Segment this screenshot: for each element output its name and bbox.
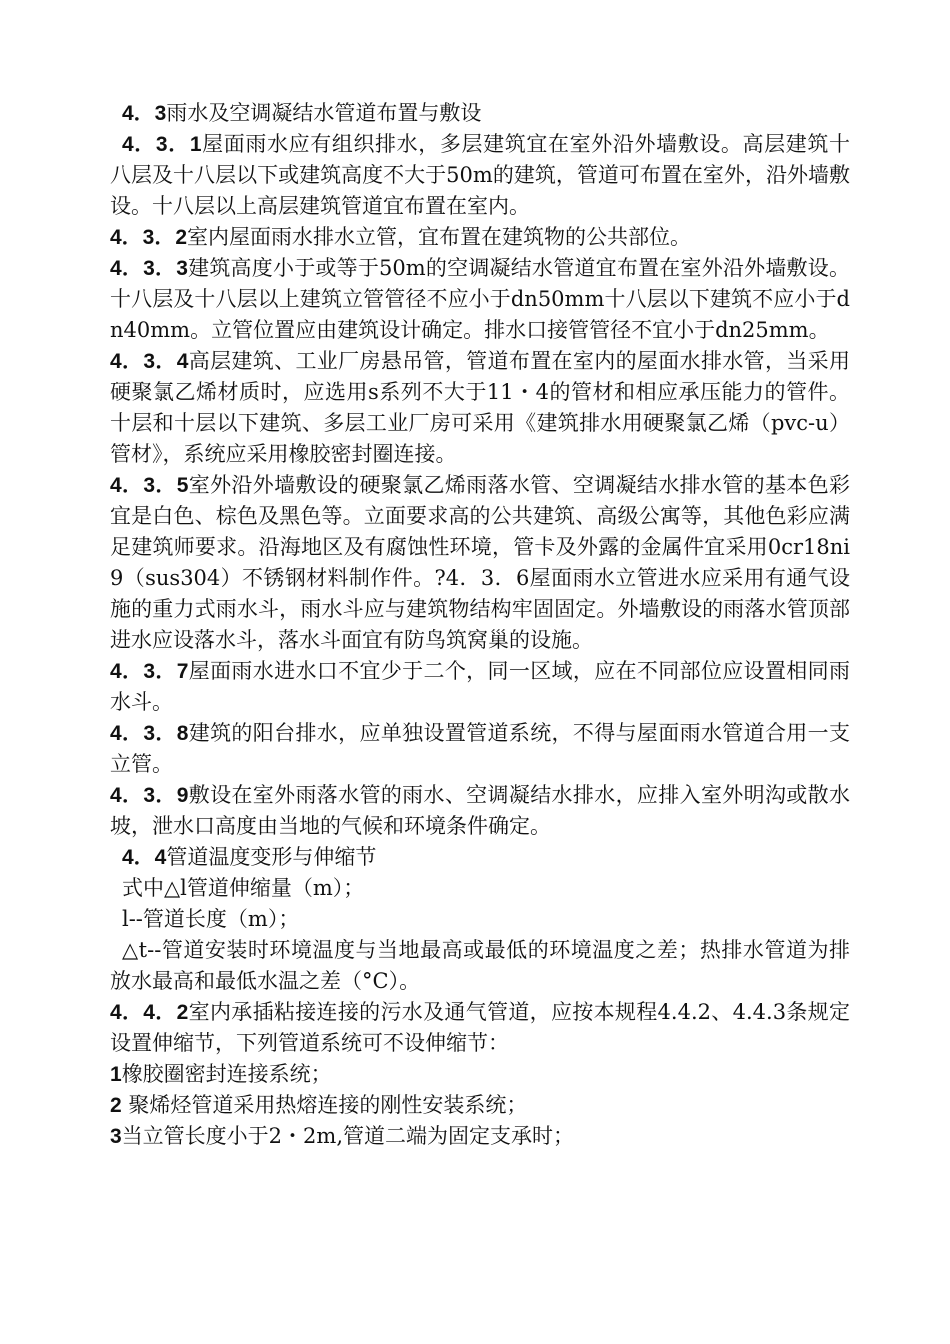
- list-item-2: 2 聚烯烃管道采用热熔连接的刚性安装系统；: [110, 1093, 528, 1117]
- section-heading-4-4: 4．4管道温度变形与伸缩节: [122, 845, 377, 869]
- clause-4-3-9: 4．3．9敷设在室外雨落水管的雨水、空调凝结水排水，应排入室外明沟或散水坡，泄水口高度由当地的气候和环境条件确定。: [110, 783, 850, 838]
- section-heading-4-3: 4．3雨水及空调凝结水管道布置与敷设: [122, 101, 482, 125]
- list-item-1: 1橡胶圈密封连接系统；: [110, 1062, 332, 1086]
- clause-4-3-5: 4．3．5室外沿外墙敷设的硬聚氯乙烯雨落水管、空调凝结水排水管的基本色彩宜是白色、棕色及黑色等。立面要求高的公共建筑、高级公寓等，其他色彩应满足建筑师要求。沿海地区及有腐蚀性环境，管卡及外露的金属件宜采用0cr18ni9（sus304）不锈钢材料制作件。?4．3．6屋面雨水立管进水应采用有通气设施的重力式雨水斗，雨水斗应与建筑物结构牢固固定。外墙敷设的雨落水管顶部进水应设落水斗，落水斗面宜有防鸟筑窝巢的设施。: [110, 473, 850, 652]
- formula-note-delta-t: △t--管道安装时环境温度与当地最高或最低的环境温度之差；热排水管道为排放水最高和最低水温之差（°C）。: [110, 938, 850, 993]
- clause-4-3-4: 4．3．4高层建筑、工业厂房悬吊管，管道布置在室内的屋面水排水管，当采用硬聚氯乙烯材质时，应选用s系列不大于11・4的管材和相应承压能力的管件。十层和十层以下建筑、多层工业厂房可采用《建筑排水用硬聚氯乙烯（pvc-u）管材》，系统应采用橡胶密封圈连接。: [110, 349, 850, 466]
- clause-4-3-8: 4．3．8建筑的阳台排水，应单独设置管道系统，不得与屋面雨水管道合用一支立管。: [110, 721, 850, 776]
- clause-4-3-1: 4．3．1屋面雨水应有组织排水，多层建筑宜在室外沿外墙敷设。高层建筑十八层及十八层以下或建筑高度不大于50m的建筑，管道可布置在室外，沿外墙敷设。十八层以上高层建筑管道宜布置在室内。: [110, 132, 851, 218]
- list-item-3: 3当立管长度小于2・2m,管道二端为固定支承时；: [110, 1124, 574, 1148]
- formula-note-delta-l: 式中△l管道伸缩量（m）；: [122, 876, 365, 900]
- clause-4-3-7: 4．3．7屋面雨水进水口不宜少于二个，同一区域，应在不同部位应设置相同雨水斗。: [110, 659, 850, 714]
- clause-4-3-2: 4．3．2室内屋面雨水排水立管，宜布置在建筑物的公共部位。: [110, 225, 692, 249]
- document-page: [110, 98, 850, 1152]
- clause-4-3-3: 4．3．3建筑高度小于或等于50m的空调凝结水管道宜布置在室外沿外墙敷设。十八层及十八层以上建筑立管管径不应小于dn50mm十八层以下建筑不应小于dn40mm。立管位置应由建筑设计确定。排水口接管管径不宜小于dn25mm。: [110, 256, 850, 342]
- clause-4-4-2: 4．4．2室内承插粘接连接的污水及通气管道，应按本规程4.4.2、4.4.3条规定设置伸缩节，下列管道系统可不设伸缩节：: [110, 1000, 850, 1055]
- formula-note-l: l--管道长度（m）；: [122, 907, 300, 931]
